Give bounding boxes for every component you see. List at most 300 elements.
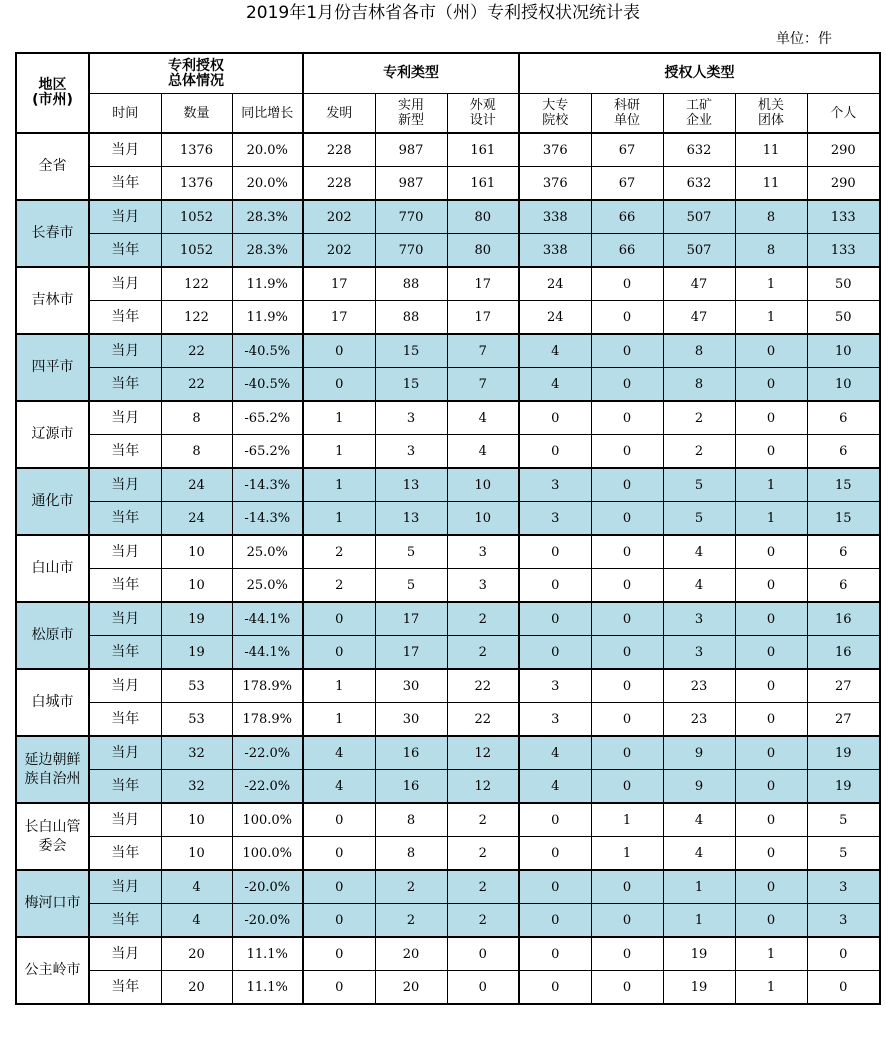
- period-cell: 当年: [89, 837, 161, 871]
- value-cell: 0: [591, 368, 663, 402]
- value-cell: 4: [161, 904, 232, 938]
- header-university: 大专 院校: [519, 94, 591, 134]
- header-invention: 发明: [303, 94, 375, 134]
- value-cell: 6: [807, 569, 880, 603]
- value-cell: 2: [447, 870, 519, 904]
- value-cell: 50: [807, 301, 880, 335]
- value-cell: 4: [161, 870, 232, 904]
- value-cell: 8: [161, 435, 232, 469]
- value-cell: 0: [735, 736, 807, 770]
- period-cell: 当年: [89, 368, 161, 402]
- value-cell: 6: [807, 535, 880, 569]
- value-cell: 0: [303, 937, 375, 971]
- value-cell: 10: [161, 535, 232, 569]
- value-cell: 19: [161, 636, 232, 670]
- value-cell: 3: [807, 904, 880, 938]
- value-cell: 1: [303, 435, 375, 469]
- value-cell: 24: [519, 267, 591, 301]
- value-cell: 0: [519, 837, 591, 871]
- value-cell: 80: [447, 234, 519, 268]
- value-cell: 23: [663, 669, 735, 703]
- unit-label: 单位：件: [776, 31, 832, 47]
- value-cell: 25.0%: [232, 535, 303, 569]
- value-cell: 0: [735, 770, 807, 804]
- value-cell: 1: [303, 401, 375, 435]
- value-cell: 4: [447, 401, 519, 435]
- value-cell: 11: [735, 133, 807, 167]
- value-cell: 228: [303, 167, 375, 201]
- value-cell: 5: [807, 837, 880, 871]
- value-cell: 122: [161, 301, 232, 335]
- period-cell: 当年: [89, 301, 161, 335]
- table-row: [16, 669, 880, 703]
- value-cell: 27: [807, 703, 880, 737]
- period-cell: 当年: [89, 435, 161, 469]
- table-row: [16, 167, 880, 201]
- value-cell: 0: [303, 904, 375, 938]
- value-cell: 2: [447, 636, 519, 670]
- value-cell: 0: [591, 636, 663, 670]
- value-cell: 80: [447, 200, 519, 234]
- value-cell: 0: [591, 569, 663, 603]
- value-cell: 10: [807, 368, 880, 402]
- value-cell: -44.1%: [232, 636, 303, 670]
- value-cell: 0: [735, 669, 807, 703]
- period-cell: 当年: [89, 636, 161, 670]
- value-cell: 11.1%: [232, 937, 303, 971]
- value-cell: 2: [447, 904, 519, 938]
- value-cell: 100.0%: [232, 837, 303, 871]
- value-cell: 3: [447, 535, 519, 569]
- value-cell: 6: [807, 401, 880, 435]
- value-cell: 0: [519, 870, 591, 904]
- value-cell: 12: [447, 736, 519, 770]
- value-cell: 20.0%: [232, 167, 303, 201]
- table-row: [16, 870, 880, 904]
- value-cell: 3: [519, 468, 591, 502]
- region-name: 通化市: [16, 468, 89, 535]
- table-row: [16, 636, 880, 670]
- header-research-inst: 科研 单位: [591, 94, 663, 134]
- value-cell: 3: [447, 569, 519, 603]
- value-cell: 0: [519, 435, 591, 469]
- value-cell: 2: [375, 904, 447, 938]
- value-cell: 4: [663, 803, 735, 837]
- value-cell: 0: [591, 669, 663, 703]
- value-cell: 53: [161, 669, 232, 703]
- value-cell: 2: [447, 837, 519, 871]
- period-cell: 当年: [89, 167, 161, 201]
- value-cell: 67: [591, 133, 663, 167]
- value-cell: 770: [375, 234, 447, 268]
- period-cell: 当月: [89, 468, 161, 502]
- value-cell: 0: [735, 602, 807, 636]
- table-row: [16, 234, 880, 268]
- value-cell: 0: [591, 334, 663, 368]
- value-cell: 0: [591, 602, 663, 636]
- value-cell: 507: [663, 234, 735, 268]
- value-cell: 11: [735, 167, 807, 201]
- value-cell: 15: [375, 334, 447, 368]
- table-row: [16, 904, 880, 938]
- value-cell: 3: [519, 669, 591, 703]
- table-row: [16, 133, 880, 167]
- value-cell: 0: [735, 435, 807, 469]
- value-cell: 3: [375, 435, 447, 469]
- period-cell: 当月: [89, 401, 161, 435]
- value-cell: 20: [161, 937, 232, 971]
- table-row: [16, 602, 880, 636]
- value-cell: 0: [735, 535, 807, 569]
- table-row: [16, 703, 880, 737]
- value-cell: 290: [807, 167, 880, 201]
- value-cell: 2: [447, 803, 519, 837]
- value-cell: 22: [447, 669, 519, 703]
- value-cell: 16: [375, 736, 447, 770]
- value-cell: 19: [663, 937, 735, 971]
- region-name: 公主岭市: [16, 937, 89, 1004]
- period-cell: 当月: [89, 870, 161, 904]
- value-cell: 202: [303, 200, 375, 234]
- value-cell: 5: [375, 535, 447, 569]
- value-cell: 8: [375, 803, 447, 837]
- value-cell: 10: [447, 468, 519, 502]
- value-cell: 4: [303, 770, 375, 804]
- value-cell: 987: [375, 167, 447, 201]
- value-cell: 10: [161, 837, 232, 871]
- value-cell: 5: [663, 468, 735, 502]
- value-cell: 3: [663, 602, 735, 636]
- table-row: [16, 937, 880, 971]
- value-cell: 0: [303, 837, 375, 871]
- value-cell: 0: [303, 971, 375, 1005]
- value-cell: 1: [663, 870, 735, 904]
- value-cell: 3: [375, 401, 447, 435]
- value-cell: 24: [161, 502, 232, 536]
- value-cell: 7: [447, 368, 519, 402]
- value-cell: 0: [519, 535, 591, 569]
- value-cell: 66: [591, 200, 663, 234]
- value-cell: 88: [375, 301, 447, 335]
- period-cell: 当年: [89, 770, 161, 804]
- value-cell: 88: [375, 267, 447, 301]
- value-cell: -22.0%: [232, 770, 303, 804]
- table-row: [16, 368, 880, 402]
- value-cell: 5: [375, 569, 447, 603]
- value-cell: -14.3%: [232, 468, 303, 502]
- value-cell: 25.0%: [232, 569, 303, 603]
- value-cell: 19: [807, 770, 880, 804]
- value-cell: 0: [591, 435, 663, 469]
- value-cell: 8: [161, 401, 232, 435]
- value-cell: -22.0%: [232, 736, 303, 770]
- region-name: 白山市: [16, 535, 89, 602]
- header-time: 时间: [89, 94, 161, 134]
- value-cell: -40.5%: [232, 368, 303, 402]
- value-cell: 32: [161, 736, 232, 770]
- table-row: [16, 837, 880, 871]
- value-cell: 17: [303, 301, 375, 335]
- page-title: 2019年1月份吉林省各市（州）专利授权状况统计表: [245, 3, 641, 23]
- value-cell: 8: [735, 200, 807, 234]
- value-cell: 0: [519, 971, 591, 1005]
- value-cell: 0: [447, 971, 519, 1005]
- header-enterprise: 工矿 企业: [663, 94, 735, 134]
- value-cell: 0: [591, 301, 663, 335]
- value-cell: 17: [447, 267, 519, 301]
- value-cell: 133: [807, 200, 880, 234]
- table-row: [16, 535, 880, 569]
- region-name: 全省: [16, 133, 89, 200]
- value-cell: 4: [663, 569, 735, 603]
- value-cell: 11.9%: [232, 301, 303, 335]
- period-cell: 当月: [89, 803, 161, 837]
- region-name: 松原市: [16, 602, 89, 669]
- table-row: [16, 435, 880, 469]
- value-cell: 4: [519, 334, 591, 368]
- value-cell: -65.2%: [232, 435, 303, 469]
- value-cell: 4: [519, 770, 591, 804]
- value-cell: 5: [663, 502, 735, 536]
- value-cell: 0: [735, 569, 807, 603]
- value-cell: 2: [447, 602, 519, 636]
- value-cell: 0: [447, 937, 519, 971]
- header-yoy: 同比增长: [232, 94, 303, 134]
- table-row: [16, 502, 880, 536]
- value-cell: 67: [591, 167, 663, 201]
- value-cell: 0: [303, 803, 375, 837]
- value-cell: 13: [375, 468, 447, 502]
- value-cell: 338: [519, 234, 591, 268]
- value-cell: 24: [161, 468, 232, 502]
- table-row: [16, 468, 880, 502]
- value-cell: 507: [663, 200, 735, 234]
- period-cell: 当年: [89, 904, 161, 938]
- period-cell: 当月: [89, 937, 161, 971]
- value-cell: 2: [663, 401, 735, 435]
- table-row: [16, 803, 880, 837]
- value-cell: 8: [663, 334, 735, 368]
- value-cell: 6: [807, 435, 880, 469]
- value-cell: 9: [663, 770, 735, 804]
- value-cell: 1: [303, 669, 375, 703]
- value-cell: 0: [591, 535, 663, 569]
- region-name: 梅河口市: [16, 870, 89, 937]
- value-cell: 1: [735, 468, 807, 502]
- table-row: [16, 736, 880, 770]
- value-cell: 22: [161, 334, 232, 368]
- value-cell: 122: [161, 267, 232, 301]
- value-cell: 0: [807, 971, 880, 1005]
- period-cell: 当月: [89, 736, 161, 770]
- value-cell: 161: [447, 133, 519, 167]
- value-cell: 50: [807, 267, 880, 301]
- value-cell: 338: [519, 200, 591, 234]
- value-cell: -20.0%: [232, 870, 303, 904]
- header-group-grantee-type: 授权人类型: [519, 53, 880, 94]
- value-cell: 0: [591, 703, 663, 737]
- value-cell: 32: [161, 770, 232, 804]
- period-cell: 当年: [89, 703, 161, 737]
- value-cell: 376: [519, 167, 591, 201]
- value-cell: 1: [591, 837, 663, 871]
- region-name: 吉林市: [16, 267, 89, 334]
- value-cell: 8: [663, 368, 735, 402]
- value-cell: 0: [519, 569, 591, 603]
- value-cell: 1: [735, 937, 807, 971]
- region-name: 长春市: [16, 200, 89, 267]
- value-cell: 0: [735, 870, 807, 904]
- table-row: [16, 569, 880, 603]
- period-cell: 当月: [89, 334, 161, 368]
- value-cell: 0: [303, 368, 375, 402]
- value-cell: 0: [735, 334, 807, 368]
- table-row: [16, 401, 880, 435]
- period-cell: 当月: [89, 669, 161, 703]
- value-cell: 30: [375, 669, 447, 703]
- table-row: [16, 267, 880, 301]
- value-cell: 4: [303, 736, 375, 770]
- patent-stats-table: [15, 52, 881, 1005]
- value-cell: 3: [519, 703, 591, 737]
- value-cell: 28.3%: [232, 200, 303, 234]
- header-design: 外观 设计: [447, 94, 519, 134]
- value-cell: 19: [807, 736, 880, 770]
- value-cell: 1: [663, 904, 735, 938]
- region-name: 四平市: [16, 334, 89, 401]
- value-cell: -40.5%: [232, 334, 303, 368]
- value-cell: 0: [735, 803, 807, 837]
- value-cell: 0: [519, 803, 591, 837]
- value-cell: 1: [735, 267, 807, 301]
- value-cell: 28.3%: [232, 234, 303, 268]
- value-cell: 133: [807, 234, 880, 268]
- value-cell: 27: [807, 669, 880, 703]
- value-cell: -65.2%: [232, 401, 303, 435]
- value-cell: 4: [663, 837, 735, 871]
- region-name: 白城市: [16, 669, 89, 736]
- value-cell: 4: [447, 435, 519, 469]
- value-cell: 161: [447, 167, 519, 201]
- value-cell: 66: [591, 234, 663, 268]
- value-cell: 8: [735, 234, 807, 268]
- value-cell: 23: [663, 703, 735, 737]
- value-cell: 1376: [161, 167, 232, 201]
- header-agency: 机关 团体: [735, 94, 807, 134]
- value-cell: 3: [519, 502, 591, 536]
- value-cell: 632: [663, 167, 735, 201]
- value-cell: 17: [303, 267, 375, 301]
- value-cell: 19: [161, 602, 232, 636]
- value-cell: 47: [663, 301, 735, 335]
- value-cell: 0: [591, 971, 663, 1005]
- value-cell: 1: [735, 971, 807, 1005]
- value-cell: 0: [591, 401, 663, 435]
- value-cell: 16: [807, 602, 880, 636]
- value-cell: 0: [591, 904, 663, 938]
- value-cell: 4: [519, 368, 591, 402]
- header-group-patent-type: 专利类型: [303, 53, 519, 94]
- period-cell: 当年: [89, 502, 161, 536]
- value-cell: 0: [591, 937, 663, 971]
- period-cell: 当月: [89, 267, 161, 301]
- value-cell: 0: [591, 770, 663, 804]
- value-cell: 22: [161, 368, 232, 402]
- value-cell: 0: [735, 837, 807, 871]
- period-cell: 当年: [89, 234, 161, 268]
- value-cell: 7: [447, 334, 519, 368]
- value-cell: 24: [519, 301, 591, 335]
- value-cell: 20: [375, 971, 447, 1005]
- value-cell: 0: [591, 870, 663, 904]
- value-cell: 10: [447, 502, 519, 536]
- value-cell: 1: [303, 468, 375, 502]
- value-cell: 3: [663, 636, 735, 670]
- value-cell: 22: [447, 703, 519, 737]
- header-region: 地区 (市州): [16, 53, 89, 133]
- value-cell: 4: [663, 535, 735, 569]
- value-cell: 0: [519, 401, 591, 435]
- value-cell: 30: [375, 703, 447, 737]
- value-cell: 770: [375, 200, 447, 234]
- value-cell: 11.1%: [232, 971, 303, 1005]
- value-cell: 0: [303, 870, 375, 904]
- region-name: 延边朝鲜 族自治州: [16, 736, 89, 803]
- value-cell: 15: [375, 368, 447, 402]
- value-cell: 5: [807, 803, 880, 837]
- value-cell: 10: [807, 334, 880, 368]
- header-individual: 个人: [807, 94, 880, 134]
- value-cell: 17: [447, 301, 519, 335]
- value-cell: 987: [375, 133, 447, 167]
- value-cell: 16: [375, 770, 447, 804]
- value-cell: 19: [663, 971, 735, 1005]
- value-cell: 228: [303, 133, 375, 167]
- value-cell: 11.9%: [232, 267, 303, 301]
- value-cell: 0: [519, 602, 591, 636]
- period-cell: 当年: [89, 569, 161, 603]
- header-group-overall: 专利授权 总体情况: [89, 53, 303, 94]
- region-name: 长白山管 委会: [16, 803, 89, 870]
- table-row: [16, 200, 880, 234]
- value-cell: 0: [807, 937, 880, 971]
- value-cell: 2: [375, 870, 447, 904]
- value-cell: 2: [663, 435, 735, 469]
- period-cell: 当月: [89, 200, 161, 234]
- value-cell: 10: [161, 803, 232, 837]
- value-cell: 0: [735, 368, 807, 402]
- value-cell: 0: [519, 937, 591, 971]
- value-cell: 1: [735, 301, 807, 335]
- value-cell: 0: [735, 904, 807, 938]
- period-cell: 当月: [89, 133, 161, 167]
- value-cell: 100.0%: [232, 803, 303, 837]
- value-cell: 376: [519, 133, 591, 167]
- value-cell: -20.0%: [232, 904, 303, 938]
- value-cell: 0: [303, 602, 375, 636]
- value-cell: -44.1%: [232, 602, 303, 636]
- header-count: 数量: [161, 94, 232, 134]
- value-cell: 0: [591, 267, 663, 301]
- value-cell: 53: [161, 703, 232, 737]
- value-cell: 17: [375, 636, 447, 670]
- value-cell: 47: [663, 267, 735, 301]
- value-cell: 178.9%: [232, 669, 303, 703]
- table-row: [16, 301, 880, 335]
- value-cell: 1: [303, 703, 375, 737]
- period-cell: 当月: [89, 535, 161, 569]
- period-cell: 当年: [89, 971, 161, 1005]
